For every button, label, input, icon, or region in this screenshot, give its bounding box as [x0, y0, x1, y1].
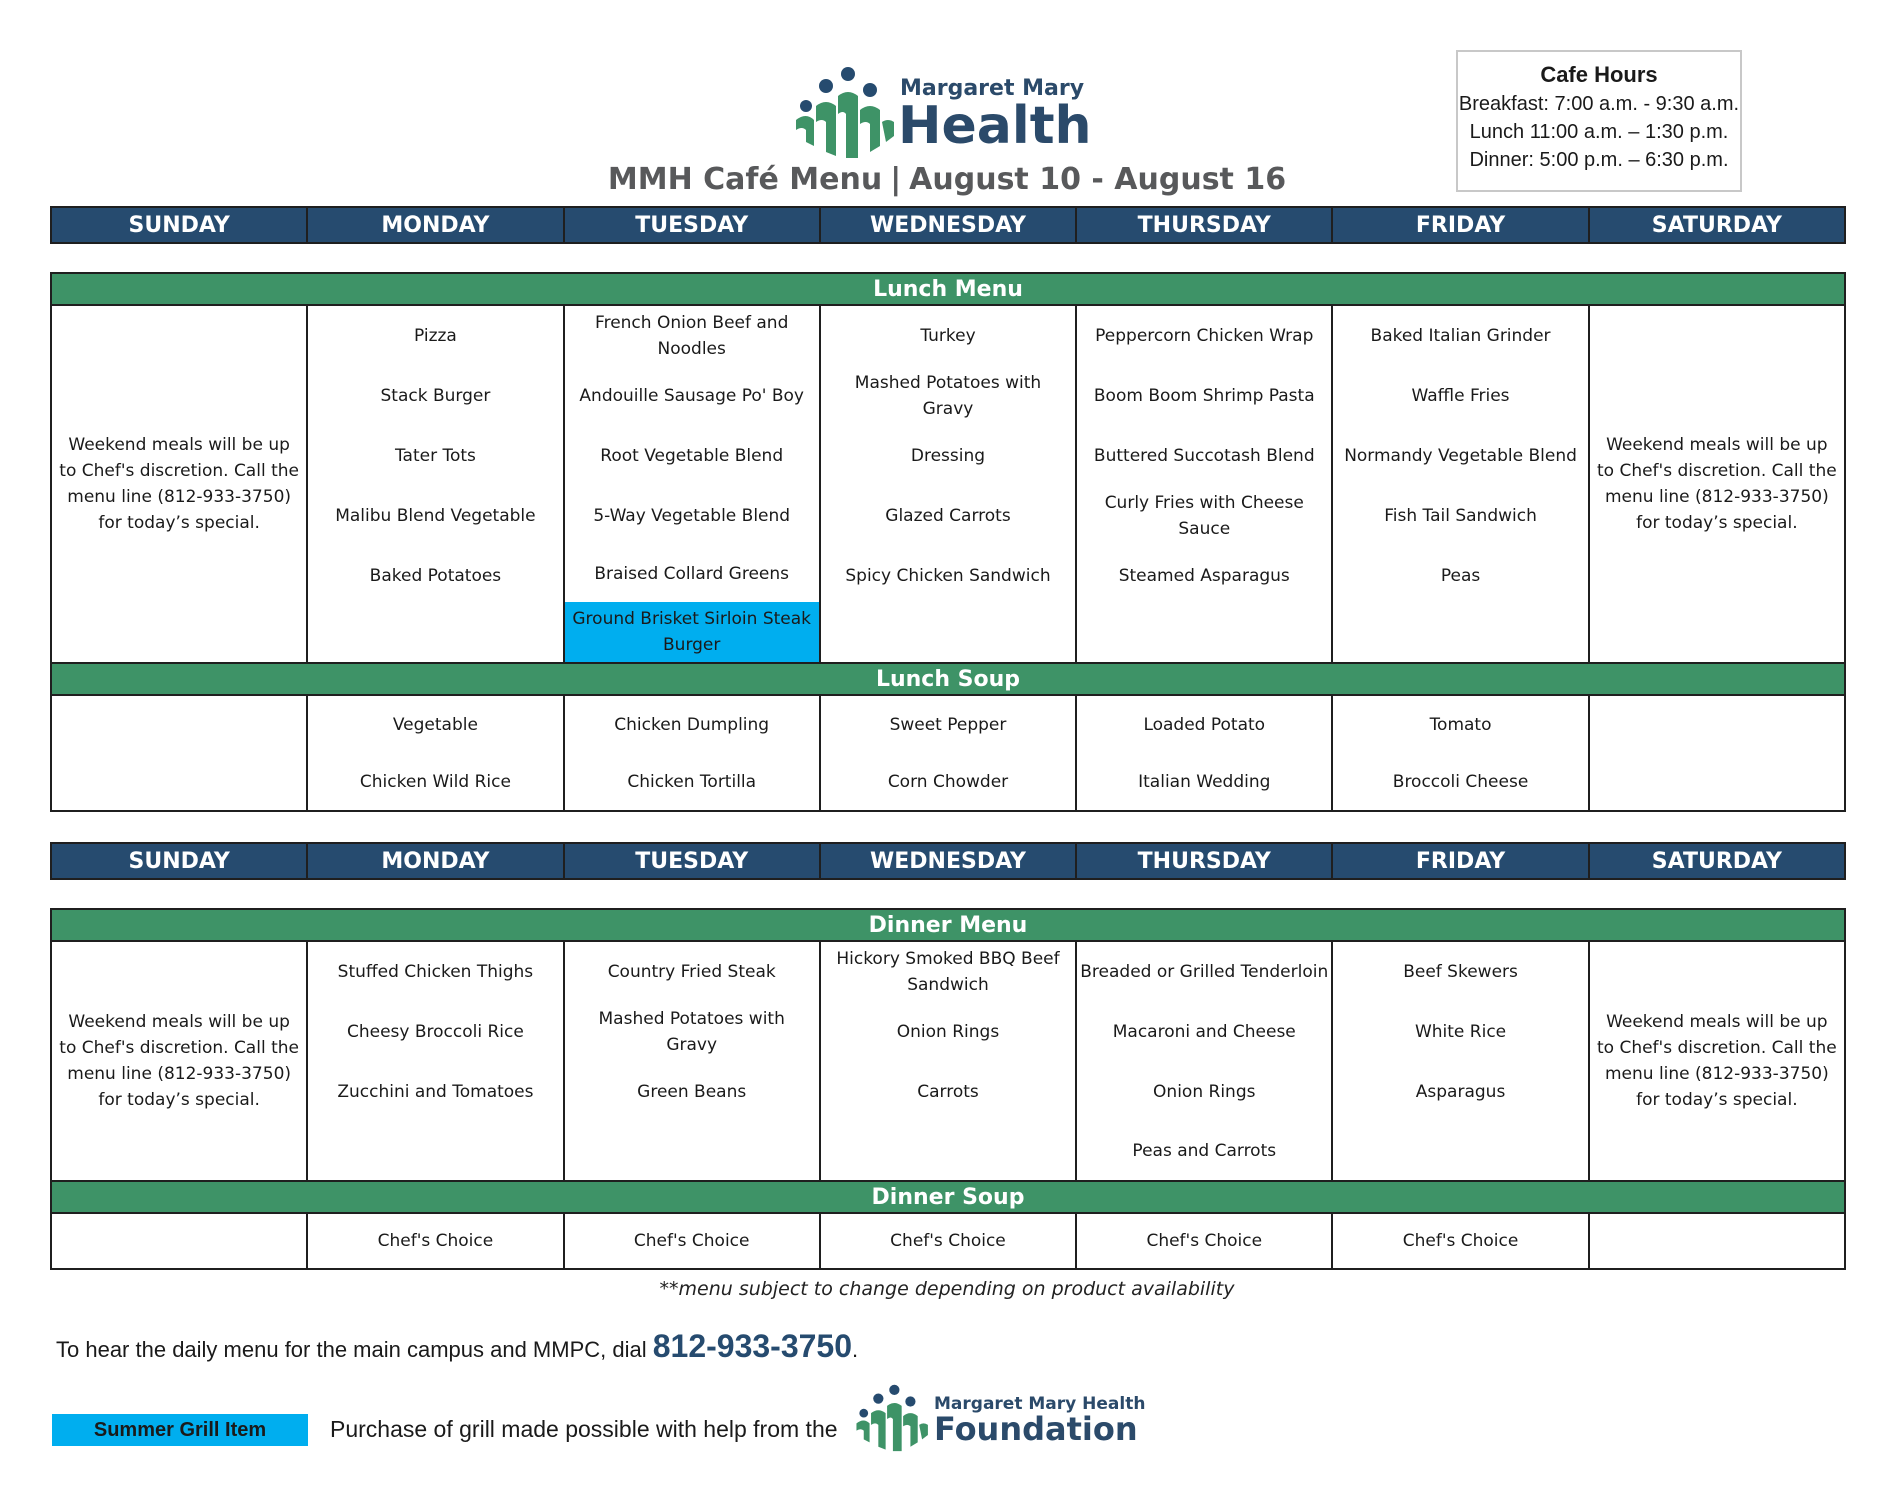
day-sunday: SUNDAY [51, 843, 307, 879]
dinner-tuesday [564, 941, 820, 1181]
menu-phone-number[interactable]: 812-933-3750 [652, 1328, 853, 1364]
lunch-tuesday [564, 305, 820, 663]
grill-credit-text: Purchase of grill made possible with help from the [330, 1416, 838, 1442]
day-friday: FRIDAY [1332, 843, 1588, 879]
menu-item: Green Beans [637, 1082, 747, 1102]
dinner-soup-title: Dinner Soup [51, 1181, 1845, 1213]
dinner-day-header [50, 842, 1846, 880]
dinner-monday [307, 941, 563, 1181]
dinner-soup-sunday [51, 1213, 307, 1269]
menu-item: Curly Fries with Cheese Sauce [1104, 493, 1304, 539]
menu-item: Macaroni and Cheese [1112, 1022, 1296, 1042]
menu-item: Turkey [920, 326, 976, 346]
mmh-logo [788, 66, 1092, 162]
soup-item: Loaded Potato [1143, 714, 1266, 735]
lunch-monday [307, 305, 563, 663]
menu-item: Peppercorn Chicken Wrap [1095, 326, 1314, 346]
dinner-thursday [1076, 941, 1332, 1181]
menu-item: Malibu Blend Vegetable [335, 506, 536, 526]
dial-end: . [852, 1337, 859, 1362]
menu-item: Zucchini and Tomatoes [337, 1082, 534, 1102]
lunch-day-header [50, 206, 1846, 244]
menu-item: Country Fried Steak [607, 962, 776, 982]
day-monday: MONDAY [307, 843, 563, 879]
dinner-soup-tuesday [564, 1213, 820, 1269]
menu-item: Tater Tots [394, 446, 476, 466]
summer-grill-legend: Summer Grill Item [52, 1414, 308, 1446]
day-thursday: THURSDAY [1076, 843, 1332, 879]
soup-item: Chicken Wild Rice [359, 771, 511, 792]
menu-item: Peas [1440, 566, 1481, 586]
menu-item: Mashed Potatoes with Gravy [854, 373, 1042, 419]
logo-name-big: Health [898, 96, 1092, 156]
lunch-soup-tuesday [564, 695, 820, 811]
menu-item: Baked Potatoes [369, 566, 502, 586]
title-left: MMH Café Menu [607, 162, 883, 197]
menu-item: French Onion Beef and Noodles [595, 313, 789, 359]
menu-item: Boom Boom Shrimp Pasta [1093, 386, 1315, 406]
menu-item: Root Vegetable Blend [600, 446, 784, 466]
foundation-people-icon [850, 1384, 930, 1454]
menu-item: Pizza [413, 326, 457, 346]
menu-item: Braised Collard Greens [594, 564, 790, 584]
menu-item: Beef Skewers [1403, 962, 1518, 982]
lunch-soup-title: Lunch Soup [51, 663, 1845, 695]
foundation-name-big: Foundation [934, 1410, 1138, 1448]
weekend-note-saturday: Weekend meals will be up to Chef's discretion. Call the menu line (812-933-3750) for today’s special. [1589, 305, 1845, 663]
menu-item: 5-Way Vegetable Blend [593, 506, 791, 526]
menu-item: Stuffed Chicken Thighs [337, 962, 534, 982]
weekend-note-sunday: Weekend meals will be up to Chef's discretion. Call the menu line (812-933-3750) for today’s special. [51, 305, 307, 663]
dinner-soup-wednesday [820, 1213, 1076, 1269]
dinner-soup-saturday [1589, 1213, 1845, 1269]
summer-grill-item: Ground Brisket Sirloin Steak Burger [565, 602, 819, 662]
dinner-soup-monday [307, 1213, 563, 1269]
menu-item: Glazed Carrots [885, 506, 1011, 526]
soup-item: Broccoli Cheese [1392, 771, 1529, 792]
menu-item: Carrots [917, 1082, 979, 1102]
menu-item: Stack Burger [380, 386, 491, 406]
day-tuesday: TUESDAY [564, 207, 820, 243]
dial-text: To hear the daily menu for the main campus and MMPC, dial [56, 1337, 653, 1362]
availability-note: **menu subject to change depending on product availability [659, 1278, 1235, 1300]
soup-item: Corn Chowder [887, 771, 1009, 792]
title-dates: August 10 - August 16 [909, 162, 1287, 197]
soup-item: Chicken Tortilla [627, 771, 757, 792]
soup-item: Chef's Choice [1402, 1231, 1519, 1251]
menu-item: Baked Italian Grinder [1370, 326, 1551, 346]
cafe-hours-title: Cafe Hours [1540, 62, 1658, 87]
soup-item: Chicken Dumpling [614, 714, 770, 735]
cafe-hours-box [1456, 50, 1742, 192]
menu-item: Mashed Potatoes with Gravy [598, 1009, 785, 1055]
menu-item: Steamed Asparagus [1118, 566, 1290, 586]
day-saturday: SATURDAY [1589, 207, 1845, 243]
weekend-note-saturday: Weekend meals will be up to Chef's discretion. Call the menu line (812-933-3750) for today’s special. [1589, 941, 1845, 1181]
hours-dinner: Dinner: 5:00 p.m. – 6:30 p.m. [1469, 149, 1729, 171]
foundation-name-small: Margaret Mary Health [934, 1394, 1146, 1414]
menu-item: Peas and Carrots [1132, 1141, 1277, 1161]
day-sunday: SUNDAY [51, 207, 307, 243]
hours-lunch: Lunch 11:00 a.m. – 1:30 p.m. [1469, 121, 1729, 143]
soup-item: Tomato [1429, 714, 1492, 735]
lunch-soup-thursday [1076, 695, 1332, 811]
menu-item: Buttered Succotash Blend [1093, 446, 1315, 466]
menu-item: Waffle Fries [1411, 386, 1510, 406]
menu-item: Normandy Vegetable Blend [1344, 446, 1577, 466]
day-thursday: THURSDAY [1076, 207, 1332, 243]
title-separator: | [890, 162, 902, 197]
people-logo-icon [788, 66, 896, 162]
day-saturday: SATURDAY [1589, 843, 1845, 879]
lunch-soup-saturday [1589, 695, 1845, 811]
lunch-thursday [1076, 305, 1332, 663]
menu-item: Spicy Chicken Sandwich [845, 566, 1051, 586]
dial-line [56, 1328, 858, 1365]
lunch-soup-sunday [51, 695, 307, 811]
menu-item: Breaded or Grilled Tenderloin [1080, 962, 1329, 982]
menu-item: Fish Tail Sandwich [1384, 506, 1537, 526]
weekend-note-sunday: Weekend meals will be up to Chef's discretion. Call the menu line (812-933-3750) for today’s special. [51, 941, 307, 1181]
dinner-wednesday [820, 941, 1076, 1181]
dinner-friday [1332, 941, 1588, 1181]
day-monday: MONDAY [307, 207, 563, 243]
hours-breakfast: Breakfast: 7:00 a.m. - 9:30 a.m. [1458, 93, 1740, 115]
soup-item: Italian Wedding [1138, 771, 1271, 792]
menu-item: Cheesy Broccoli Rice [346, 1022, 524, 1042]
soup-item: Chef's Choice [633, 1231, 750, 1251]
menu-item: White Rice [1414, 1022, 1507, 1042]
lunch-soup-wednesday [820, 695, 1076, 811]
dinner-soup-thursday [1076, 1213, 1332, 1269]
menu-item: Asparagus [1415, 1082, 1506, 1102]
lunch-soup-friday [1332, 695, 1588, 811]
lunch-menu-title: Lunch Menu [51, 273, 1845, 305]
lunch-soup-monday [307, 695, 563, 811]
foundation-logo [850, 1384, 1146, 1454]
soup-item: Chef's Choice [1146, 1231, 1263, 1251]
menu-item: Onion Rings [896, 1022, 1000, 1042]
lunch-friday [1332, 305, 1588, 663]
dinner-menu-title: Dinner Menu [51, 909, 1845, 941]
lunch-wednesday [820, 305, 1076, 663]
dinner-soup-friday [1332, 1213, 1588, 1269]
menu-item: Dressing [910, 446, 986, 466]
day-wednesday: WEDNESDAY [820, 207, 1076, 243]
day-tuesday: TUESDAY [564, 843, 820, 879]
dinner-table [50, 908, 1846, 1270]
menu-item: Onion Rings [1153, 1082, 1256, 1102]
logo-name-small: Margaret Mary [900, 76, 1085, 101]
lunch-table [50, 272, 1846, 812]
day-wednesday: WEDNESDAY [820, 843, 1076, 879]
soup-item: Sweet Pepper [889, 714, 1007, 735]
soup-item: Chef's Choice [377, 1231, 494, 1251]
menu-item: Andouille Sausage Po' Boy [579, 386, 804, 406]
soup-item: Vegetable [392, 714, 478, 735]
menu-item: Hickory Smoked BBQ Beef Sandwich [836, 949, 1060, 995]
day-friday: FRIDAY [1332, 207, 1588, 243]
soup-item: Chef's Choice [890, 1231, 1006, 1251]
